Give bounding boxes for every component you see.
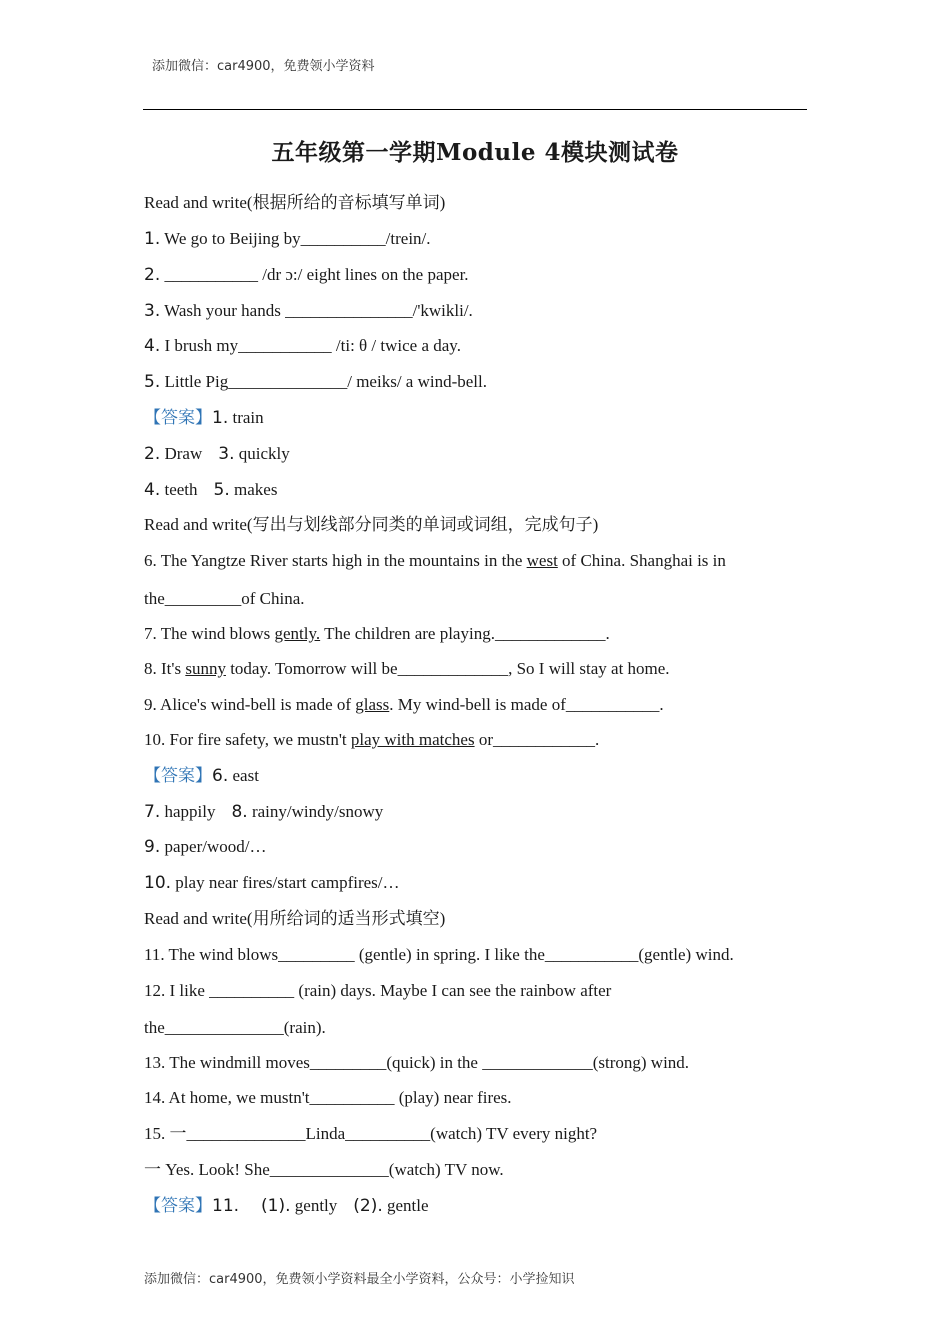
page-title: 五年级第一学期Module 4模块测试卷 — [271, 139, 679, 166]
section3-heading: Read and write(用所给词的适当形式填空) — [144, 909, 446, 928]
question-13: 13. The windmill moves_________(quick) in the _____________(strong) wind. — [144, 1053, 690, 1072]
question-3: 3. Wash your hands _______________/'kwikli/. — [144, 301, 473, 321]
header-note: 添加微信：car4900，免费领小学资料 — [152, 59, 375, 74]
footer-note: 添加微信：car4900，免费领小学资料最全小学资料，公众号：小学捡知识 — [144, 1272, 575, 1287]
question-1: 1. We go to Beijing by__________/trein/. — [144, 229, 431, 249]
question-2: 2. ___________ /dr ɔ:/ eight lines on the paper. — [144, 265, 469, 285]
answer-6: 【答案】6. east — [144, 766, 259, 786]
question-15-reply: 一 Yes. Look! She______________(watch) TV now. — [144, 1160, 504, 1179]
question-14: 14. At home, we mustn't__________ (play) near fires. — [144, 1088, 512, 1107]
answer-9: 9. paper/wood/… — [144, 837, 267, 857]
section1-heading: Read and write(根据所给的音标填写单词) — [144, 193, 446, 212]
question-4: 4. I brush my___________ /ti: θ / twice a day. — [144, 336, 461, 356]
question-12-cont: the______________(rain). — [144, 1018, 326, 1037]
question-8: 8. It's sunny today. Tomorrow will be_____________, So I will stay at home. — [144, 659, 670, 678]
question-12: 12. I like __________ (rain) days. Maybe I can see the rainbow after — [144, 981, 612, 1000]
question-15: 15. 一______________Linda__________(watch) TV every night? — [144, 1124, 598, 1143]
question-7: 7. The wind blows gently. The children are playing._____________. — [144, 624, 610, 643]
question-9: 9. Alice's wind-bell is made of glass. My wind-bell is made of___________. — [144, 695, 664, 714]
section2-heading: Read and write(写出与划线部分同类的单词或词组，完成句子) — [144, 515, 599, 534]
question-10: 10. For fire safety, we mustn't play with matches or____________. — [144, 730, 600, 749]
answer-2-3: 2. Draw 3. quickly — [144, 444, 290, 464]
header-rule — [143, 109, 807, 110]
answer-10: 10. play near fires/start campfires/… — [144, 873, 400, 893]
question-6: 6. The Yangtze River starts high in the mountains in the west of China. Shanghai is in — [144, 551, 726, 570]
answer-11: 【答案】11. (1). gently (2). gentle — [144, 1196, 429, 1216]
answer-1: 【答案】1. train — [144, 408, 264, 428]
answer-7-8: 7. happily 8. rainy/windy/snowy — [144, 802, 384, 822]
question-6-cont: the_________of China. — [144, 589, 305, 608]
question-5: 5. Little Pig______________/ meiks/ a wind-bell. — [144, 372, 487, 392]
question-11: 11. The wind blows_________ (gentle) in spring. I like the___________(gentle) wind. — [144, 945, 734, 964]
answer-4-5: 4. teeth 5. makes — [144, 480, 278, 500]
